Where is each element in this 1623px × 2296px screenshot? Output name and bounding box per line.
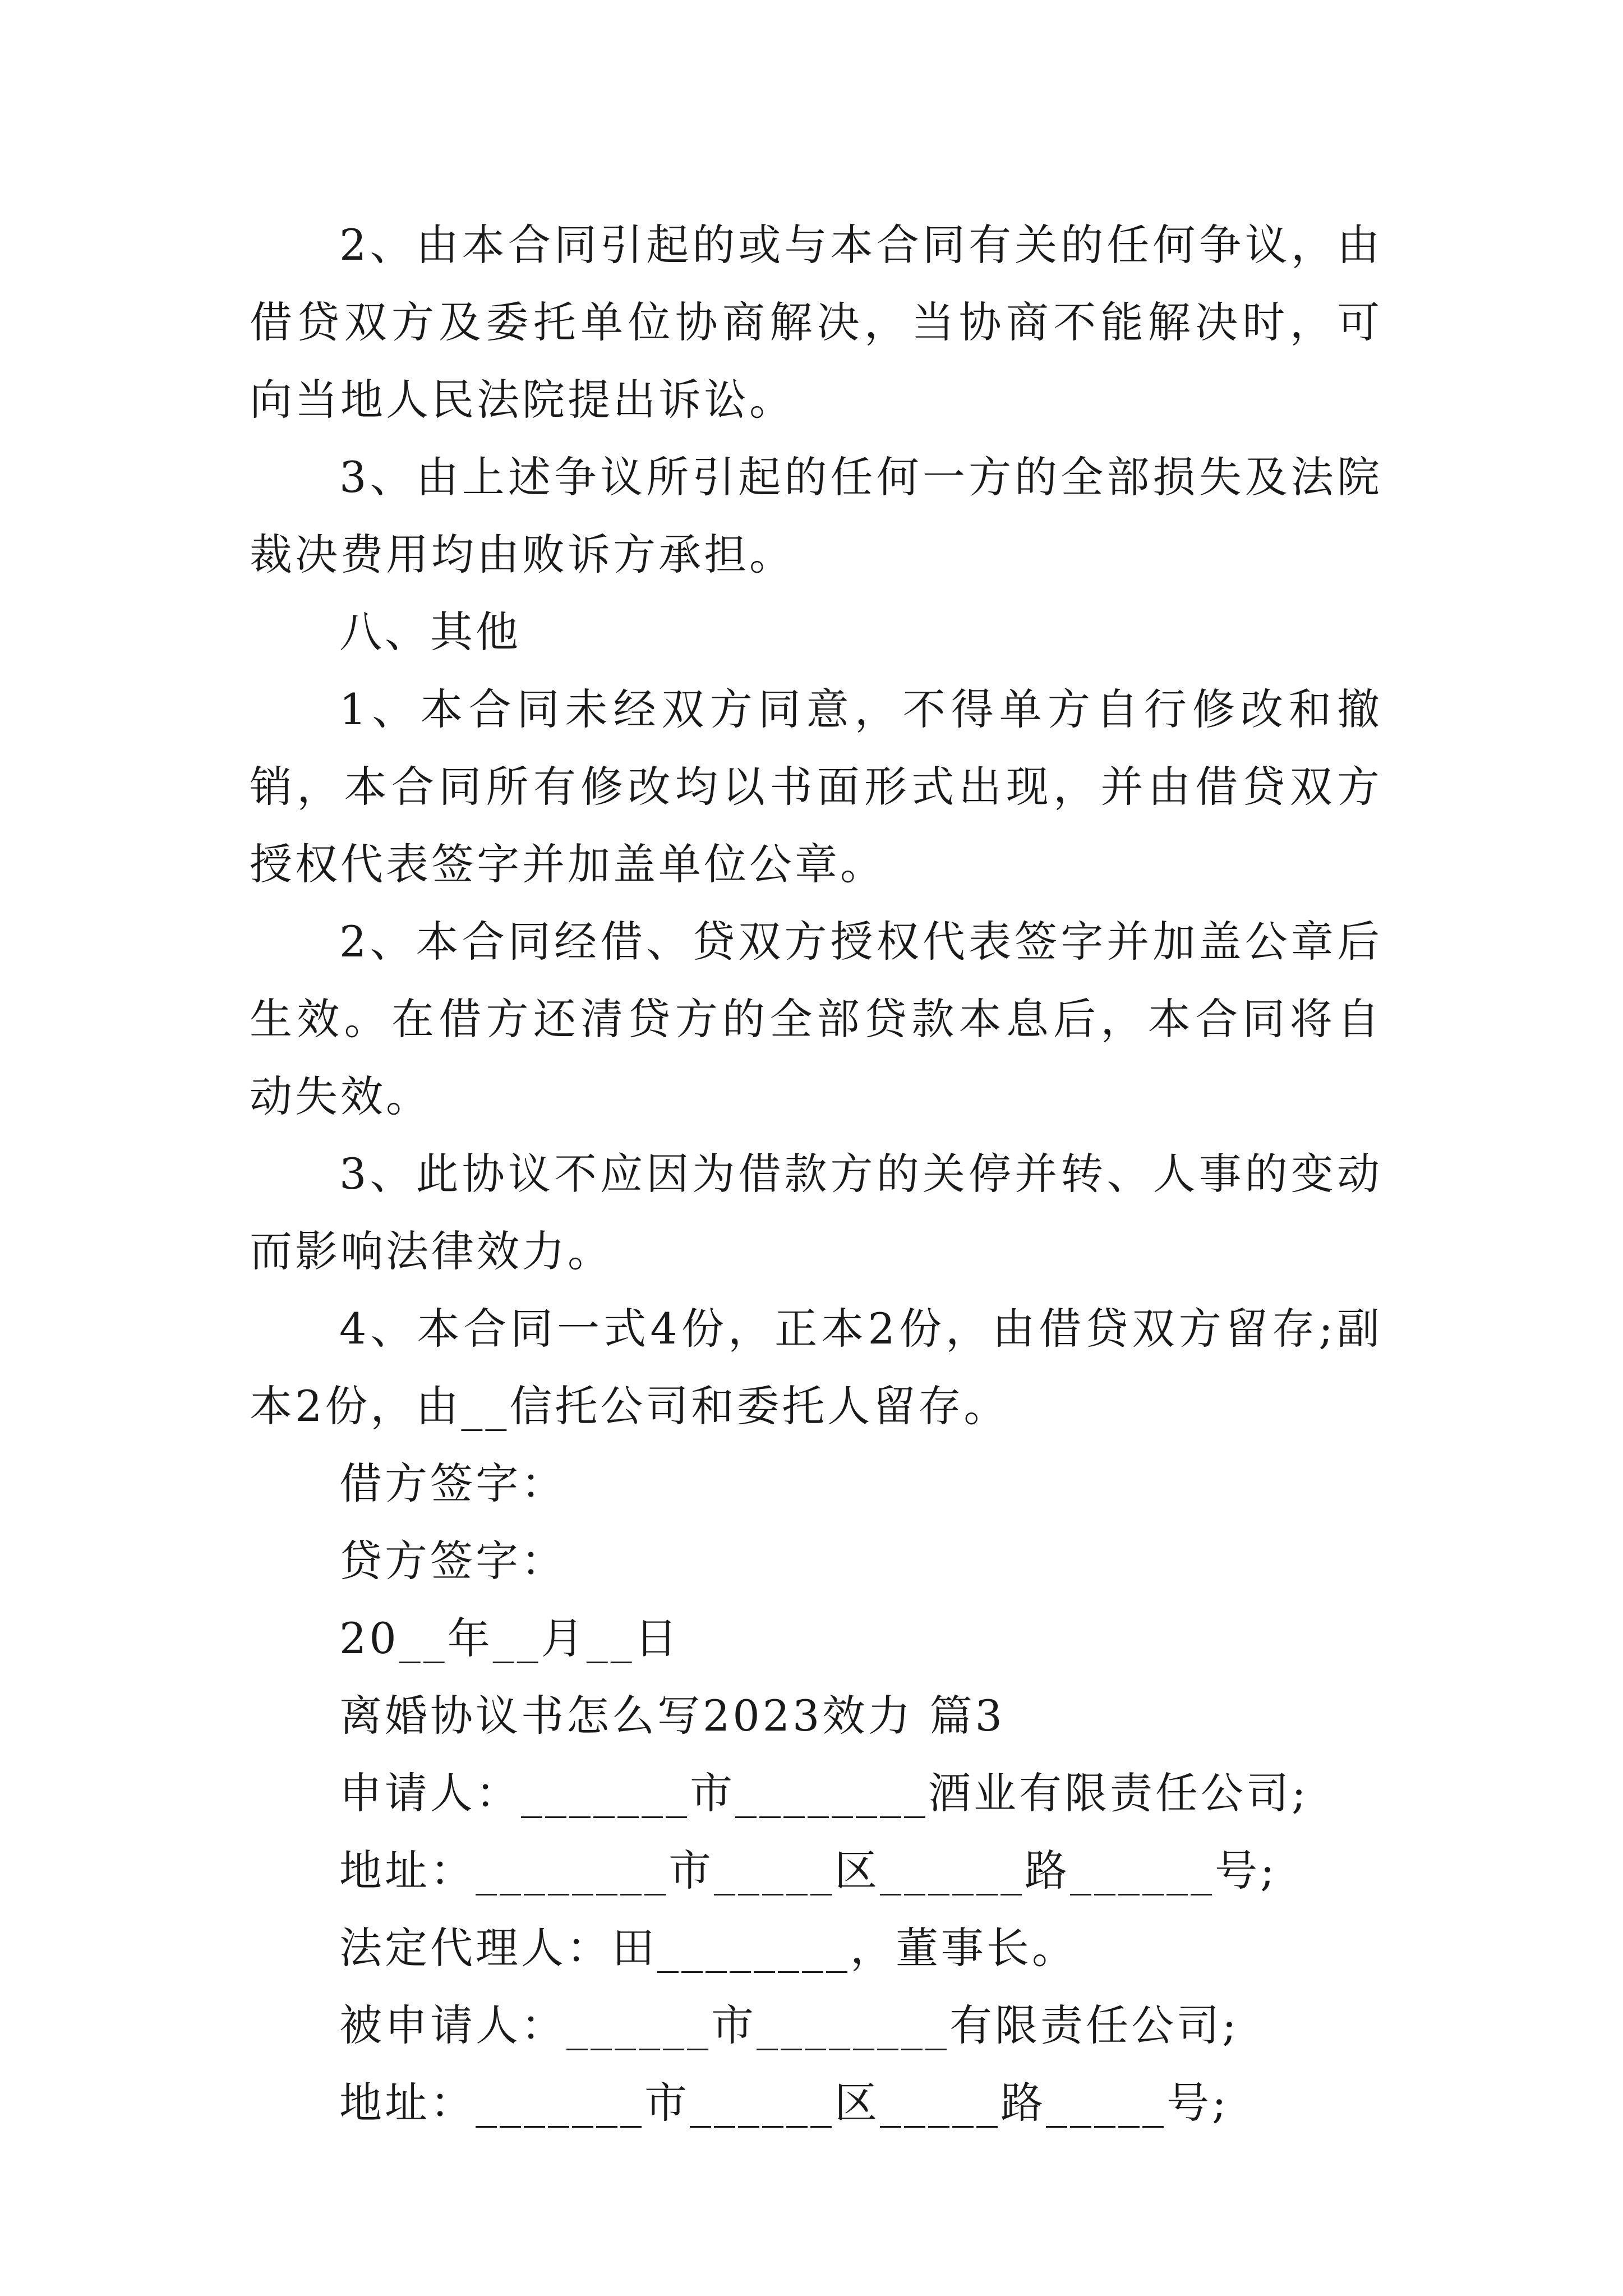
applicant-address-line: 地址：________市_____区______路______号;	[339, 1846, 1278, 1895]
respondent-address-line: 地址：_______市______区_____路_____号;	[339, 2078, 1229, 2128]
document-body	[250, 206, 1382, 2142]
section-heading-other: 八、其他	[339, 607, 521, 657]
clause-8-3: 3、此协议不应因为借款方的关停并转、人事的变动而影响法律效力。	[250, 1149, 1382, 1276]
clause-7-3: 3、由上述争议所引起的任何一方的全部损失及法院裁决费用均由败诉方承担。	[250, 452, 1382, 579]
section-title: 离婚协议书怎么写2023效力 篇3	[339, 1691, 1005, 1741]
date-line: 20__年__月__日	[339, 1613, 680, 1663]
borrower-signature-line: 借方签字：	[339, 1458, 566, 1508]
applicant-name-line: 申请人：_______市________酒业有限责任公司;	[339, 1768, 1309, 1818]
lender-signature-line: 贷方签字：	[339, 1536, 566, 1586]
respondent-name-line: 被申请人：______市________有限责任公司;	[339, 2000, 1239, 2050]
clause-8-4: 4、本合同一式4份，正本2份，由借贷双方留存;副本2份，由__信托公司和委托人留存。	[250, 1304, 1382, 1431]
clause-7-2: 2、由本合同引起的或与本合同有关的任何争议，由借贷双方及委托单位协商解决，当协商不能解决时，可向当地人民法院提出诉讼。	[250, 220, 1382, 425]
clause-8-2: 2、本合同经借、贷双方授权代表签字并加盖公章后生效。在借方还清贷方的全部贷款本息后，本合同将自动失效。	[250, 917, 1382, 1121]
applicant-legal-rep-line: 法定代理人：田________，董事长。	[339, 1923, 1077, 1973]
clause-8-1: 1、本合同未经双方同意，不得单方自行修改和撤销，本合同所有修改均以书面形式出现，并由借贷双方授权代表签字并加盖单位公章。	[250, 684, 1382, 889]
